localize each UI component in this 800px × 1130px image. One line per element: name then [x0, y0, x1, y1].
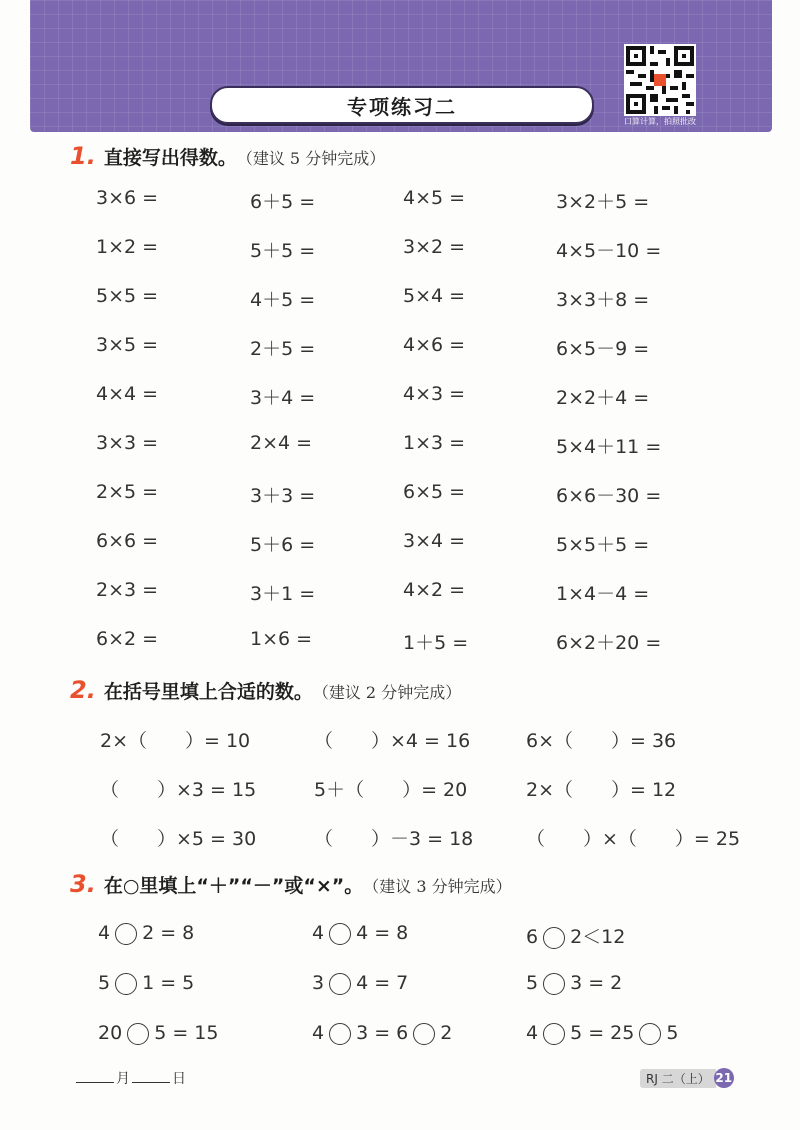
- fill-blank-item[interactable]: 6×（ ）= 36: [526, 730, 677, 752]
- problem-item: 1×3 =: [403, 432, 466, 454]
- problem-item: 3×3＋8 =: [556, 289, 650, 311]
- problem-item: 6×5 =: [403, 481, 466, 503]
- operand-text: 4: [526, 1022, 539, 1044]
- fill-blank-item[interactable]: 2×（ ）= 10: [100, 730, 251, 752]
- operand-text: 2 = 8: [142, 922, 195, 944]
- problem-item: 4×5 =: [403, 187, 466, 209]
- problem-item: 3＋4 =: [250, 387, 316, 409]
- operand-text: 5: [98, 972, 111, 994]
- problem-item: 1＋5 =: [403, 632, 469, 654]
- operand-text: 3 = 2: [570, 972, 623, 994]
- problem-item: 4×5－10 =: [556, 240, 662, 262]
- problem-item: 6×2＋20 =: [556, 632, 662, 654]
- section-2-hint: （建议 2 分钟完成）: [312, 683, 462, 702]
- section-3-instruction: 在○里填上“＋”“－”或“×”。: [103, 875, 364, 897]
- date-line: [74, 1068, 186, 1088]
- qr-caption: 口算计算，拍照批改: [624, 117, 696, 126]
- problem-item: 2×4 =: [250, 432, 313, 454]
- fill-blank-item[interactable]: （ ）－3 = 18: [314, 828, 474, 850]
- operand-text: 4 = 7: [356, 972, 409, 994]
- operator-item: [312, 1022, 452, 1045]
- problem-item: 5×5 =: [96, 285, 159, 307]
- problem-item: 4×2 =: [403, 579, 466, 601]
- problem-item: 2＋5 =: [250, 338, 316, 360]
- operator-item: [98, 1022, 218, 1045]
- operand-text: 5: [666, 1022, 679, 1044]
- problem-item: 4×4 =: [96, 383, 159, 405]
- operand-text: 3 = 6: [356, 1022, 409, 1044]
- operand-text: 4 = 8: [356, 922, 409, 944]
- operator-item: [526, 972, 622, 995]
- qr-code-icon: [626, 46, 694, 114]
- operand-text: 5 = 25: [570, 1022, 635, 1044]
- operand-text: 2: [440, 1022, 453, 1044]
- problem-item: 5×4 =: [403, 285, 466, 307]
- operator-circle[interactable]: [115, 923, 137, 945]
- operand-text: 5: [526, 972, 539, 994]
- problem-item: 4＋5 =: [250, 289, 316, 311]
- page-number: 21: [714, 1068, 734, 1088]
- day-blank[interactable]: [132, 1082, 170, 1083]
- operand-text: 2＜12: [570, 926, 626, 948]
- operator-circle[interactable]: [115, 973, 137, 995]
- operator-circle[interactable]: [127, 1023, 149, 1045]
- fill-blank-item[interactable]: 5＋（ ）= 20: [314, 779, 468, 801]
- section-3-hint: （建议 3 分钟完成）: [363, 877, 512, 896]
- operand-text: 20: [98, 1022, 123, 1044]
- problem-item: 4×3 =: [403, 383, 466, 405]
- problem-item: 6＋5 =: [250, 191, 316, 213]
- problem-item: 6×2 =: [96, 628, 159, 650]
- edition-label: RJ 二（上）: [640, 1069, 716, 1088]
- operand-text: 4: [312, 1022, 325, 1044]
- day-label: 日: [172, 1071, 186, 1087]
- operand-text: 5 = 15: [154, 1022, 219, 1044]
- problem-item: 1×6 =: [250, 628, 313, 650]
- operator-circle[interactable]: [543, 973, 565, 995]
- operator-item: [526, 1022, 678, 1045]
- problem-item: 5＋6 =: [250, 534, 316, 556]
- operand-text: 6: [526, 926, 539, 948]
- problem-item: 2×5 =: [96, 481, 159, 503]
- problem-item: 3×2 =: [403, 236, 466, 258]
- problem-item: 1×4－4 =: [556, 583, 650, 605]
- section-1-hint: （建议 5 分钟完成）: [236, 149, 386, 168]
- section-1-instruction: 直接写出得数。: [103, 147, 237, 169]
- fill-blank-item[interactable]: （ ）×5 = 30: [100, 828, 257, 850]
- qr-code[interactable]: [624, 44, 696, 116]
- operator-circle[interactable]: [543, 1023, 565, 1045]
- operator-item: [312, 922, 408, 945]
- fill-blank-item[interactable]: 2×（ ）= 12: [526, 779, 677, 801]
- section-1-heading: [70, 142, 385, 170]
- operator-circle[interactable]: [413, 1023, 435, 1045]
- operator-item: [526, 922, 625, 949]
- problem-item: 5＋5 =: [250, 240, 316, 262]
- operand-text: 3: [312, 972, 325, 994]
- problem-item: 4×6 =: [403, 334, 466, 356]
- operand-text: 4: [312, 922, 325, 944]
- problem-item: 3×5 =: [96, 334, 159, 356]
- problem-item: 3×4 =: [403, 530, 466, 552]
- section-2-instruction: 在括号里填上合适的数。: [103, 681, 313, 703]
- operand-text: 4: [98, 922, 111, 944]
- section-3-number: 3.: [70, 870, 96, 898]
- problem-item: 3×2＋5 =: [556, 191, 650, 213]
- operand-text: 1 = 5: [142, 972, 195, 994]
- month-blank[interactable]: [76, 1082, 114, 1083]
- section-2-number: 2.: [70, 676, 96, 704]
- operator-item: [98, 972, 194, 995]
- operator-circle[interactable]: [543, 927, 565, 949]
- page-title: 专项练习二: [210, 86, 594, 124]
- problem-item: 6×6－30 =: [556, 485, 662, 507]
- operator-circle[interactable]: [639, 1023, 661, 1045]
- section-3-heading: [70, 870, 512, 898]
- problem-item: 2×2＋4 =: [556, 387, 650, 409]
- problem-item: 5×4＋11 =: [556, 436, 662, 458]
- fill-blank-item[interactable]: （ ）×（ ）= 25: [526, 828, 741, 850]
- problem-item: 3×3 =: [96, 432, 159, 454]
- section-2-heading: [70, 676, 461, 704]
- section-1-number: 1.: [70, 142, 96, 170]
- problem-item: 3＋3 =: [250, 485, 316, 507]
- problem-item: 3＋1 =: [250, 583, 316, 605]
- month-label: 月: [116, 1071, 130, 1087]
- fill-blank-item[interactable]: （ ）×3 = 15: [100, 779, 257, 801]
- problem-item: 6×5－9 =: [556, 338, 650, 360]
- operator-item: [312, 972, 408, 995]
- operator-item: [98, 922, 194, 945]
- problem-item: 1×2 =: [96, 236, 159, 258]
- problem-item: 6×6 =: [96, 530, 159, 552]
- fill-blank-item[interactable]: （ ）×4 = 16: [314, 730, 471, 752]
- problem-item: 2×3 =: [96, 579, 159, 601]
- operator-circle[interactable]: [329, 1023, 351, 1045]
- problem-item: 5×5＋5 =: [556, 534, 650, 556]
- operator-circle[interactable]: [329, 973, 351, 995]
- operator-circle[interactable]: [329, 923, 351, 945]
- problem-item: 3×6 =: [96, 187, 159, 209]
- edition-tag: [640, 1068, 734, 1088]
